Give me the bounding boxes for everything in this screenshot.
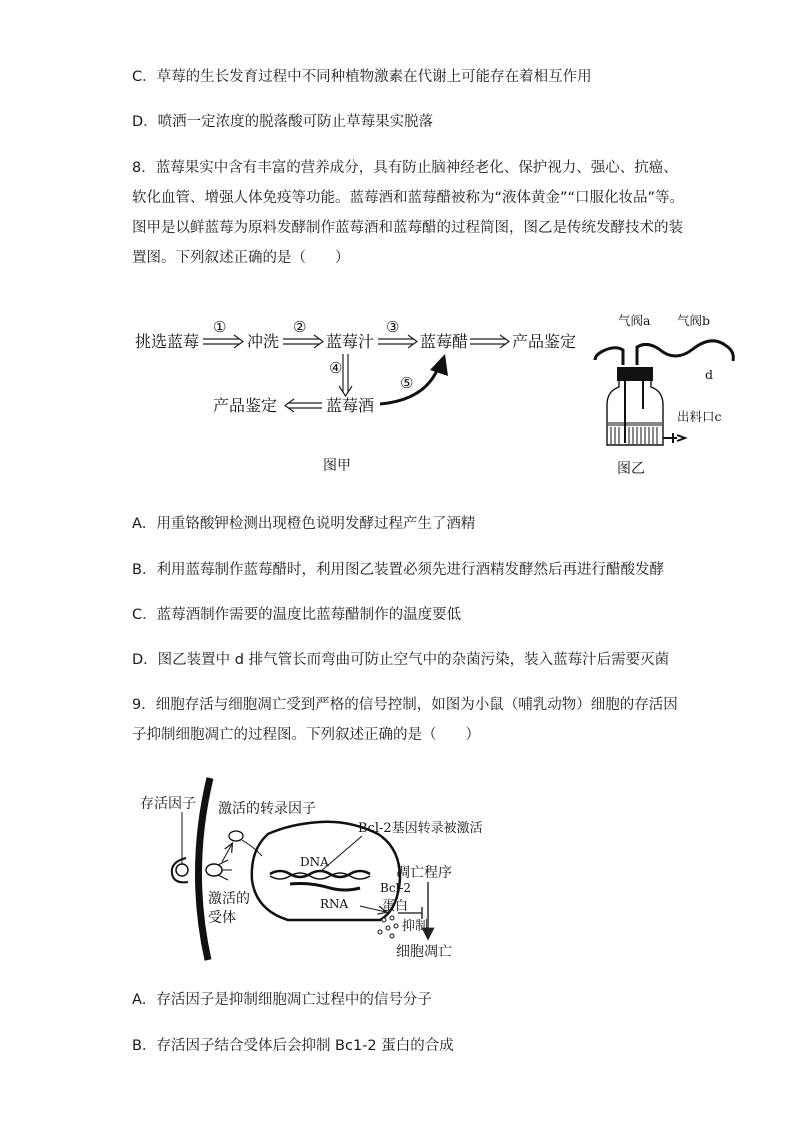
node-identify-right: 产品鉴定 bbox=[512, 332, 577, 351]
activated-receptor-label-1: 激活的 bbox=[208, 891, 250, 907]
q7-option-d: D．喷洒一定浓度的脱落酸可防止草莓果实脱落 bbox=[132, 114, 434, 130]
q7-option-c: C．草莓的生长发育过程中不同种植物激素在代谢上可能存在着相互作用 bbox=[132, 69, 592, 85]
figure-jia-caption: 图甲 bbox=[323, 458, 351, 474]
node-pick-blueberry: 挑选蓝莓 bbox=[135, 332, 200, 351]
q8-stem-line-1: 8．蓝莓果实中含有丰富的营养成分，具有防止脑神经老化、保护视力、强心、抗癌、 bbox=[132, 160, 678, 176]
node-vinegar: 蓝莓醋 bbox=[420, 332, 469, 351]
arrow-vinegar-identify bbox=[470, 335, 509, 348]
arrow-1 bbox=[203, 335, 243, 348]
q8-option-d: D．图乙装置中 d 排气管长而弯曲可防止空气中的杂菌污染，装入蓝莓汁后需要灭菌 bbox=[132, 652, 670, 668]
node-wine: 蓝莓酒 bbox=[326, 396, 375, 415]
q8-stem-line-2: 软化血管、增强人体免疫等功能。蓝莓酒和蓝莓醋被称为“液体黄金”“口服化妆品”等。 bbox=[132, 190, 685, 206]
tube-d-label: d bbox=[705, 367, 714, 382]
dna-helix bbox=[270, 871, 370, 877]
arrow-wine-identify bbox=[285, 399, 322, 412]
figure-jia-flowchart bbox=[130, 310, 590, 480]
q8-option-c: C．蓝莓酒制作需要的温度比蓝莓醋制作的温度要低 bbox=[132, 607, 462, 623]
valve-b-label: 气阀b bbox=[677, 313, 711, 328]
step-2: ② bbox=[293, 318, 307, 336]
outlet-c bbox=[663, 433, 685, 443]
tube-d bbox=[637, 341, 733, 365]
transcription-factor-icon bbox=[229, 831, 243, 841]
q9-option-a: A．存活因子是抑制细胞凋亡过程中的信号分子 bbox=[132, 992, 432, 1008]
q9-stem-line-2: 子抑制细胞凋亡的过程图。下列叙述正确的是（ ） bbox=[132, 727, 480, 743]
figure-yi-apparatus bbox=[585, 305, 755, 485]
node-identify-left: 产品鉴定 bbox=[213, 396, 278, 415]
step-5: ⑤ bbox=[400, 374, 414, 392]
q9-option-b: B．存活因子结合受体后会抑制 Bc1-2 蛋白的合成 bbox=[132, 1038, 454, 1054]
q8-stem-line-3: 图甲是以鲜蓝莓为原料发酵制作蓝莓酒和蓝莓醋的过程简图，图乙是传统发酵技术的装 bbox=[132, 220, 683, 236]
step-1: ① bbox=[213, 318, 227, 336]
arrow-2 bbox=[283, 335, 323, 348]
rna-strand bbox=[290, 884, 360, 891]
dna-label: DNA bbox=[300, 855, 329, 869]
bcl2-transcription-label: Bcl-2基因转录被激活 bbox=[358, 821, 483, 836]
step-4: ④ bbox=[329, 359, 343, 377]
valve-a-label: 气阀a bbox=[618, 313, 651, 328]
bcl2-protein-label-1: Bcl-2 bbox=[380, 881, 412, 895]
cell-apoptosis-label: 细胞凋亡 bbox=[396, 944, 452, 960]
tube-a bbox=[595, 348, 623, 365]
activated-receptor-label-2: 受体 bbox=[208, 910, 236, 926]
q9-stem-line-1: 9．细胞存活与细胞凋亡受到严格的信号控制，如图为小鼠（哺乳动物）细胞的存活因 bbox=[132, 697, 678, 713]
survival-factor-label: 存活因子 bbox=[140, 796, 196, 812]
figure-q9-survival-pathway bbox=[130, 770, 510, 970]
inhibit-label: 抑制 bbox=[402, 919, 429, 934]
apoptosis-program-label: 凋亡程序 bbox=[396, 865, 452, 881]
stopper bbox=[617, 367, 653, 381]
arrow-5-head bbox=[430, 354, 448, 376]
liquid bbox=[608, 423, 662, 444]
node-juice: 蓝莓汁 bbox=[326, 332, 375, 351]
arrow-3 bbox=[378, 335, 417, 348]
step-3: ③ bbox=[386, 318, 400, 336]
node-wash: 冲洗 bbox=[247, 332, 280, 351]
q8-stem-line-4: 置图。下列叙述正确的是（ ） bbox=[132, 250, 350, 266]
activated-tf-label: 激活的转录因子 bbox=[218, 801, 316, 817]
outlet-c-label: 出料口c bbox=[677, 409, 722, 424]
q8-option-b: B．利用蓝莓制作蓝莓醋时，利用图乙装置必须先进行酒精发酵然后再进行醋酸发酵 bbox=[132, 562, 664, 578]
q8-option-a: A．用重铬酸钾检测出现橙色说明发酵过程产生了酒精 bbox=[132, 516, 476, 532]
rna-label: RNA bbox=[320, 897, 349, 911]
bcl2-protein-label-2: 蛋白 bbox=[382, 899, 409, 914]
figure-yi-caption: 图乙 bbox=[617, 461, 645, 477]
